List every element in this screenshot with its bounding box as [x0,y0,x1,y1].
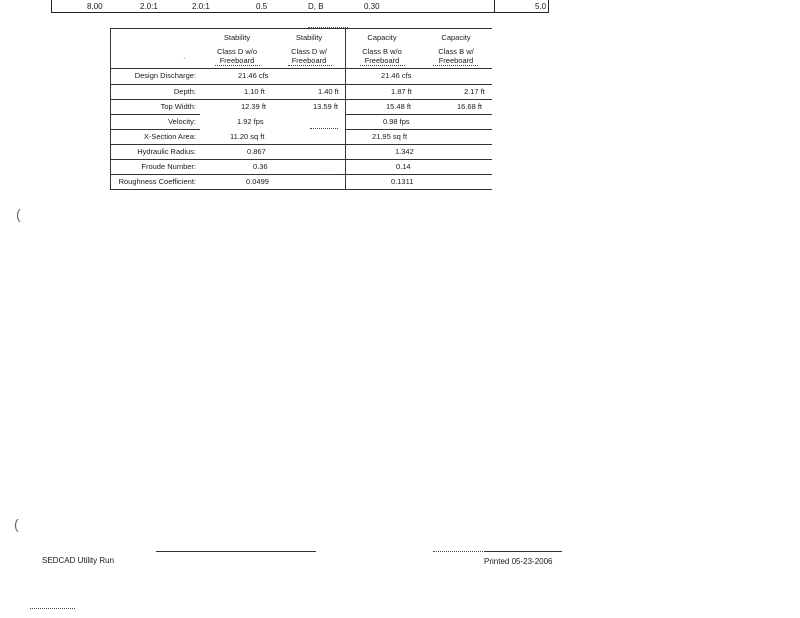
header-dot: · [183,53,186,62]
header-col3-line2: Freeboard [364,56,400,65]
val-froude-c1: 0.36 [253,162,268,171]
results-table [110,28,492,190]
header-col2-top: Stability [295,33,323,42]
capacity-divider [345,28,346,190]
label-roughness-coefficient: Roughness Coefficient: [118,177,196,186]
val-top-width-c1: 12.39 ft [241,102,267,111]
label-velocity: Velocity: [168,117,196,126]
header-col1-underline [215,65,260,67]
row-line-3b [345,114,492,115]
val-top-width-c3: 15.48 ft [386,102,412,111]
header-col2-underline [288,65,332,67]
top-row-divider [494,0,495,12]
header-col1-line2: Freeboard [219,56,255,65]
header-col2-line2: Freeboard [291,56,327,65]
footer-print-date: Printed 05-23-2006 [484,557,553,566]
header-col3-line1: Class B w/o [362,47,402,56]
footer-line-right [484,551,562,552]
header-col4-line1: Class B w/ [438,47,474,56]
top-cell-1: 8.00 [87,2,103,11]
val-design-discharge-stability: 21.46 cfs [238,71,269,80]
top-data-row [51,0,549,13]
header-col3 [351,33,413,65]
val-area-c1: 11.20 sq ft [230,132,265,141]
label-column [110,28,196,190]
top-cell-3: 2.0:1 [192,2,210,11]
val-hydraulic-radius-c3: 1.342 [395,147,414,156]
bottom-dots [30,608,75,610]
val-roughness-c1: 0.0499 [246,177,269,186]
header-col1-top: Stability [223,33,251,42]
top-cell-5: D, B [308,2,324,11]
header-col3-top: Capacity [367,33,397,42]
header-col4 [425,33,487,65]
row-line-4b [345,129,492,130]
val-depth-c2: 1.40 ft [318,87,339,96]
header-col4-underline [433,65,478,67]
header-col2 [278,33,340,65]
val-depth-c1: 1.10 ft [244,87,265,96]
header-col1-line1: Class D w/o [216,47,257,56]
label-depth: Depth: [173,87,196,96]
val-depth-c3: 1.87 ft [391,87,412,96]
label-design-discharge: Design Discharge: [134,71,196,80]
top-cell-2: 2.0:1 [140,2,158,11]
label-hydraulic-radius: Hydraulic Radius: [137,147,196,156]
footer-program-name: SEDCAD Utility Run [42,556,115,565]
label-x-section-area: X-Section Area: [143,132,196,141]
top-cell-6: 0.30 [364,2,380,11]
val-roughness-c3: 0.1311 [391,177,414,186]
dotted-mark [308,27,348,29]
header-col2-line1: Class D w/ [291,47,327,56]
footer-line-left [156,551,316,552]
val-area-c3: 21.95 sq ft [372,132,408,141]
header-col4-top: Capacity [441,33,471,42]
val-top-width-c4: 16.68 ft [457,102,483,111]
val-hydraulic-radius-c1: 0.867 [247,147,266,156]
top-cell-7: 5.0 [535,2,547,11]
header-col3-underline [360,65,405,67]
margin-mark-bottom: ( [14,516,19,532]
header-col4-line2: Freeboard [438,56,474,65]
val-velocity-c3: 0.98 fps [383,117,410,126]
val-depth-c4: 2.17 ft [464,87,485,96]
row-dots-7 [320,174,342,176]
label-top-width: Top Width: [160,102,196,111]
val-froude-c3: 0.14 [396,162,411,171]
row-dots-3 [310,128,338,130]
val-velocity-c1: 1.92 fps [237,117,264,126]
val-design-discharge-capacity: 21.46 cfs [381,71,412,80]
top-cell-4: 0.5 [256,2,268,11]
val-top-width-c2: 13.59 ft [313,102,339,111]
footer-dots-right [433,551,483,553]
header-col1 [206,33,268,65]
margin-mark-top: ( [16,206,21,222]
label-froude-number: Froude Number: [141,162,196,171]
